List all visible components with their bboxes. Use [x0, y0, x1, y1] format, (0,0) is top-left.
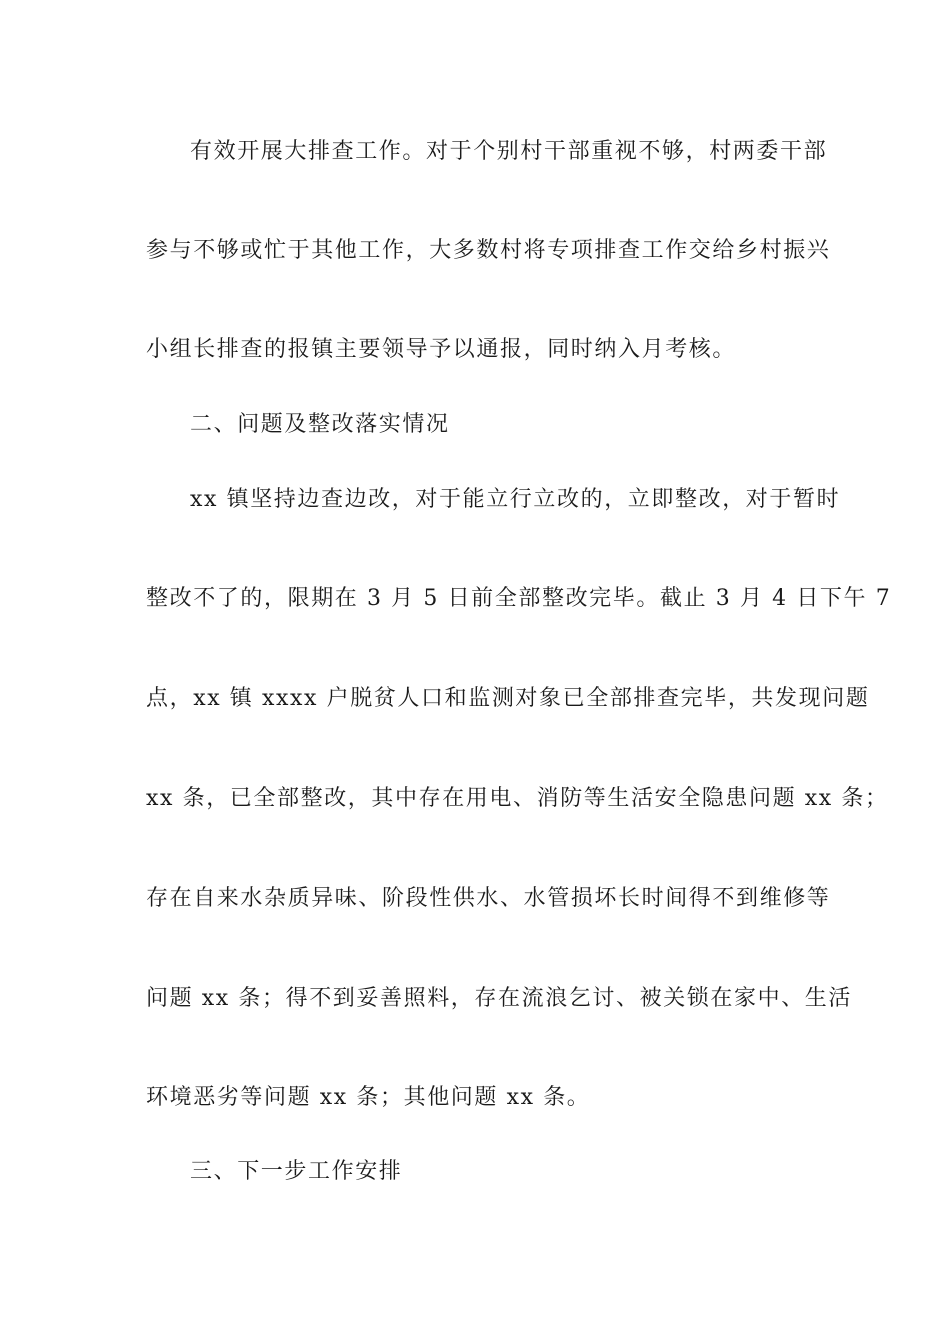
- para1-line-2: 参与不够或忙于其他工作，大多数村将专项排查工作交给乡村振兴: [146, 238, 831, 263]
- para2-line-5: 存在自来水杂质异味、阶段性供水、水管损坏长时间得不到维修等: [146, 886, 831, 911]
- para1-line-3: 小组长排查的报镇主要领导予以通报，同时纳入月考核。: [146, 337, 737, 362]
- section-heading-2: 二、问题及整改落实情况: [190, 412, 450, 437]
- para1-line-1: 有效开展大排查工作。对于个别村干部重视不够，村两委干部: [190, 139, 828, 164]
- para2-line-6: 问题 xx 条；得不到妥善照料，存在流浪乞讨、被关锁在家中、生活: [146, 986, 853, 1011]
- para2-line-3: 点，xx 镇 xxxx 户脱贫人口和监测对象已全部排查完毕，共发现问题: [146, 686, 870, 711]
- para2-line-2: 整改不了的，限期在 3 月 5 日前全部整改完毕。截止 3 月 4 日下午 7: [146, 586, 892, 611]
- para2-line-4: xx 条，已全部整改，其中存在用电、消防等生活安全隐患问题 xx 条；: [146, 786, 889, 811]
- section-heading-3: 三、下一步工作安排: [190, 1159, 403, 1184]
- para2-line-1: xx 镇坚持边查边改，对于能立行立改的，立即整改，对于暂时: [190, 487, 841, 512]
- para2-line-7: 环境恶劣等问题 xx 条；其他问题 xx 条。: [146, 1085, 591, 1110]
